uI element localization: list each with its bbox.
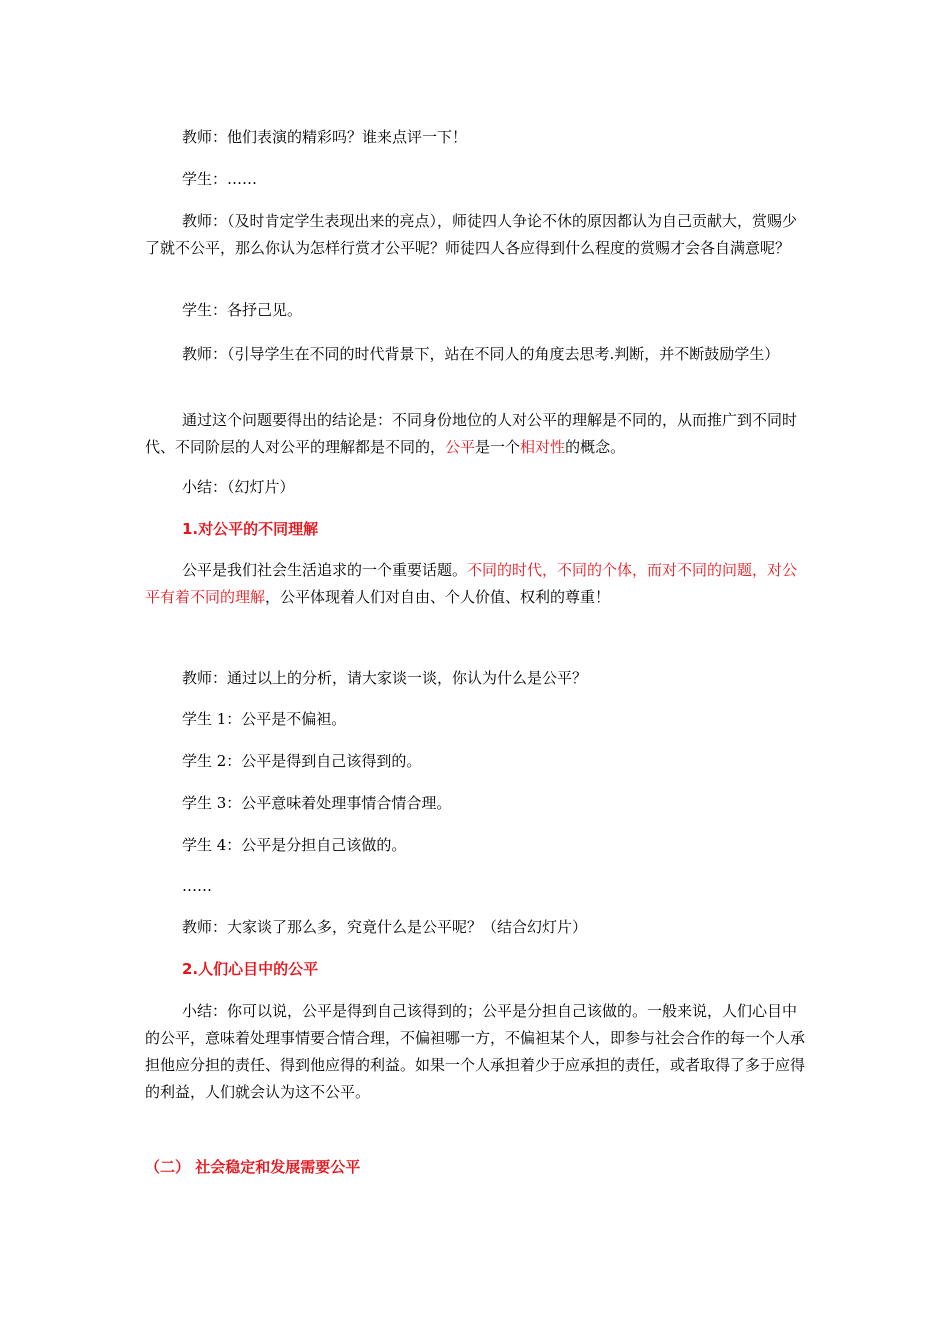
conclusion-text-end: 的概念。 [565,438,626,456]
student-3-answer: 学生 3：公平意味着处理事情合情合理。 [182,794,452,812]
conclusion-paragraph [145,407,810,461]
teacher-question-1: 教师：他们表演的精彩吗？谁来点评一下！ [182,128,468,146]
teacher-question-2: 教师：通过以上的分析，请大家谈一谈，你认为什么是公平？ [182,669,588,687]
conclusion-text-mid: 是一个 [475,438,521,456]
teacher-guidance-paragraph: 教师：（引导学生在不同的时代背景下，站在不同人的角度去思考.判断，并不断鼓励学生） [182,345,780,363]
summary-slide-note: 小结：（幻灯片） [182,478,295,496]
emphasis-different-understanding: 不同的时代，不同的个体，而对不同的问题，对公平有着不同的理解 [145,561,798,606]
section-heading-2: 2.人们心目中的公平 [182,960,319,978]
student-response-1: 学生：…… [182,170,258,188]
fairness-topic-text: 公平是我们社会生活追求的一个重要话题。 [182,561,468,579]
fairness-topic-paragraph [145,557,810,611]
emphasis-fairness: 公平 [445,438,476,456]
teacher-comment-paragraph: 教师：（及时肯定学生表现出来的亮点），师徒四人争论不休的原因都认为自己贡献大，赏赐少了就不公平，那么你认为怎样行赏才公平呢？师徒四人各应得到什么程度的赏赐才会各自满意呢？ [145,212,798,257]
summary-paragraph: 小结：你可以说，公平是得到自己该得到的；公平是分担自己该做的。一般来说，人们心目中的公平，意味着处理事情要合情合理，不偏袒哪一方，不偏袒某个人，即参与社会合作的每一个人承担他应分担的责任、得到他应得的利益。如果一个人承担着少于应承担的责任，或者取得了多于应得的利益，人们就会认为这不公平。 [145,1002,806,1101]
section-heading-3: （二） 社会稳定和发展需要公平 [145,1158,361,1176]
student-1-answer: 学生 1：公平是不偏袒。 [182,710,347,728]
conclusion-text: 通过这个问题要得出的结论是：不同身份地位的人对公平的理解是不同的，从而推广到不同时代、不同阶层的人对公平的理解都是不同的， [145,411,798,456]
student-4-answer: 学生 4：公平是分担自己该做的。 [182,836,407,854]
emphasis-relativity: 相对性 [520,438,566,456]
section-heading-1: 1.对公平的不同理解 [182,520,319,538]
teacher-question-3: 教师：大家谈了那么多，究竟什么是公平呢？（结合幻灯片） [182,918,588,936]
student-2-answer: 学生 2：公平是得到自己该得到的。 [182,752,422,770]
fairness-topic-text-end: ，公平体现着人们对自由、个人价值、权利的尊重！ [265,588,611,606]
student-response-2: 学生：各抒己见。 [182,301,303,319]
ellipsis-line: …… [182,877,212,895]
